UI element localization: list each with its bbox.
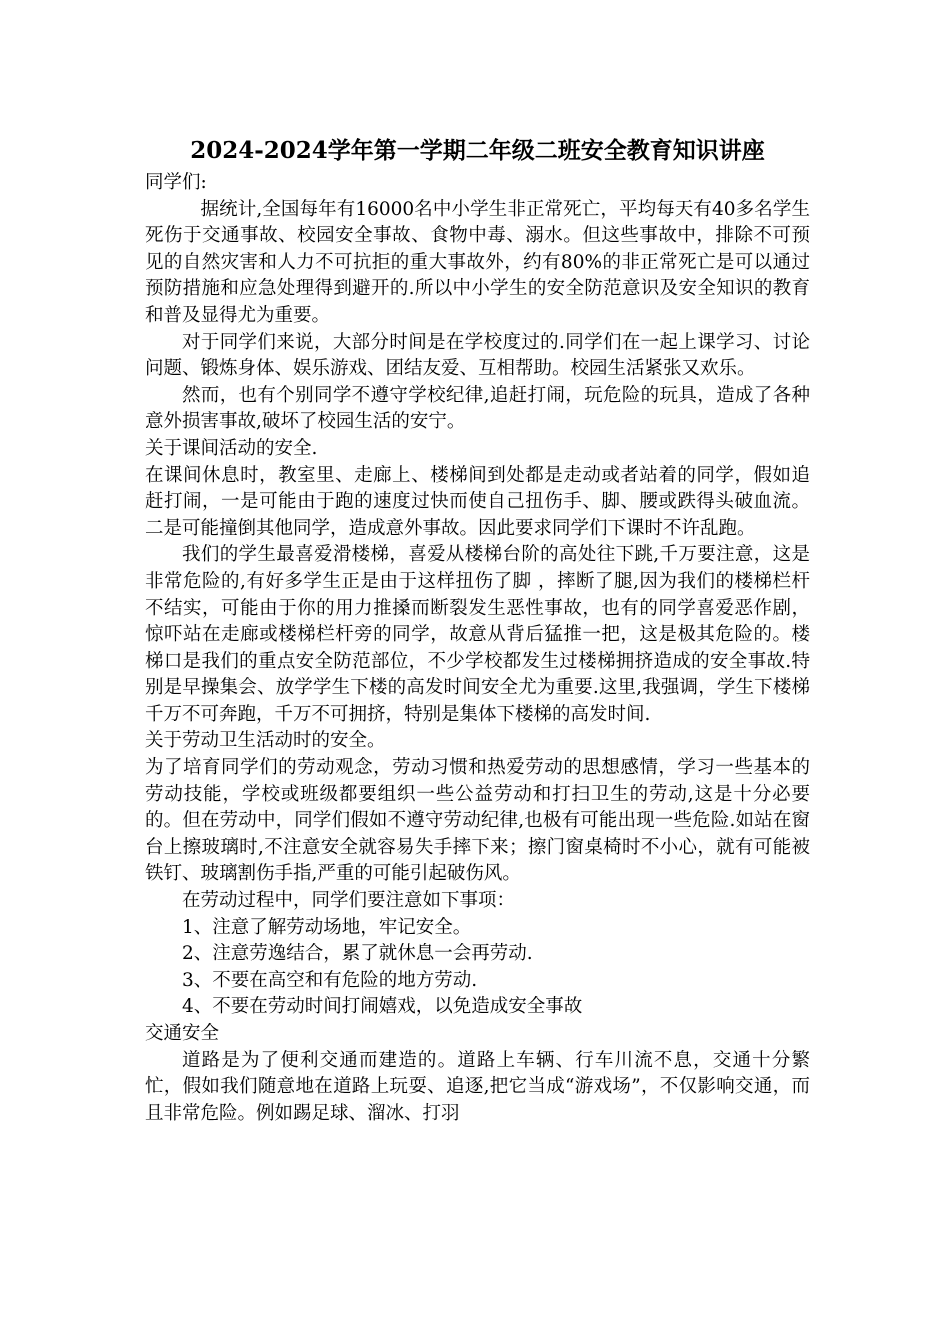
- paragraph-school-life: 对于同学们来说，大部分时间是在学校度过的.同学们在一起上课学习、讨论问题、锻炼身体、娱乐游戏、团结友爱、互相帮助。校园生活紧张又欢乐。: [145, 331, 810, 380]
- paragraph-statistics: 据统计,全国每年有16000名中小学生非正常死亡，平均每天有40多名学生死伤于交通事故、校园安全事故、食物中毒、溺水。但这些事故中，排除不可预见的自然灾害和人力不可抗拒的重大事故外，约有80%的非正常死亡是可以通过预防措施和应急处理得到避开的.所以中小学生的安全防范意识及安全知识的教育和普及显得尤为重要。: [145, 198, 810, 326]
- paragraph-greeting: 同学们:: [145, 172, 207, 193]
- document-page: [145, 132, 810, 1127]
- paragraph-discipline: 然而，也有个别同学不遵守学校纪律,追赶打闹，玩危险的玩具，造成了各种意外损害事故,破坏了校园生活的安宁。: [145, 384, 810, 433]
- document-body: [145, 170, 810, 1127]
- heading-traffic-safety: 交通安全: [145, 1023, 220, 1044]
- paragraph-recess: 在课间休息时，教室里、走廊上、楼梯间到处都是走动或者站着的同学，假如追赶打闹，一是可能由于跑的速度过快而使自己扭伤手、脚、腰或跌得头破血流。二是可能撞倒其他同学，造成意外事故。因此要求同学们下课时不许乱跑。: [145, 464, 810, 539]
- paragraph-traffic: 道路是为了便利交通而建造的。道路上车辆、行车川流不息，交通十分繁忙，假如我们随意地在道路上玩耍、追逐,把它当成“游戏场”，不仅影响交通，而且非常危险。例如踢足球、溜冰、打羽: [145, 1049, 810, 1124]
- paragraph-labor: 为了培育同学们的劳动观念，劳动习惯和热爱劳动的思想感情，学习一些基本的劳动技能，学校或班级都要组织一些公益劳动和打扫卫生的劳动,这是十分必要的。但在劳动中，同学们假如不遵守劳动纪律,也极有可能出现一些危险.如站在窗台上擦玻璃时,不注意安全就容易失手摔下来；擦门窗桌椅时不小心，就有可能被铁钉、玻璃割伤手指,严重的可能引起破伤风。: [145, 757, 810, 885]
- list-item: 4、不要在劳动时间打闹嬉戏，以免造成安全事故: [182, 996, 583, 1018]
- list-item: 3、不要在高空和有危险的地方劳动.: [182, 969, 478, 991]
- list-item: 2、注意劳逸结合，累了就休息一会再劳动.: [182, 943, 533, 965]
- paragraph-labor-notes: 在劳动过程中，同学们要注意如下事项：: [182, 890, 516, 912]
- list-item: 1、注意了解劳动场地，牢记安全。: [182, 916, 472, 938]
- paragraph-stairs: 我们的学生最喜爱滑楼梯，喜爱从楼梯台阶的高处往下跳,千万要注意，这是非常危险的,有好多学生正是由于这样扭伤了脚 ，摔断了腿,因为我们的楼梯栏杆不结实，可能由于你的用力推搡而断裂发生恶性事故，也有的同学喜爱恶作剧，惊吓站在走廊或楼梯栏杆旁的同学，故意从背后猛推一把，这是极其危险的。楼梯口是我们的重点安全防范部位，不少学校都发生过楼梯拥挤造成的安全事故.特别是早操集会、放学学生下楼的高发时间安全尤为重要.这里,我强调，学生下楼梯千万不可奔跑，千万不可拥挤，特别是集体下楼梯的高发时间.: [145, 544, 810, 725]
- document-title: 2024-2024学年第一学期二年级二班安全教育知识讲座: [190, 137, 765, 164]
- heading-recess-safety: 关于课间活动的安全.: [145, 437, 318, 459]
- heading-labor-safety: 关于劳动卫生活动时的安全。: [145, 730, 386, 752]
